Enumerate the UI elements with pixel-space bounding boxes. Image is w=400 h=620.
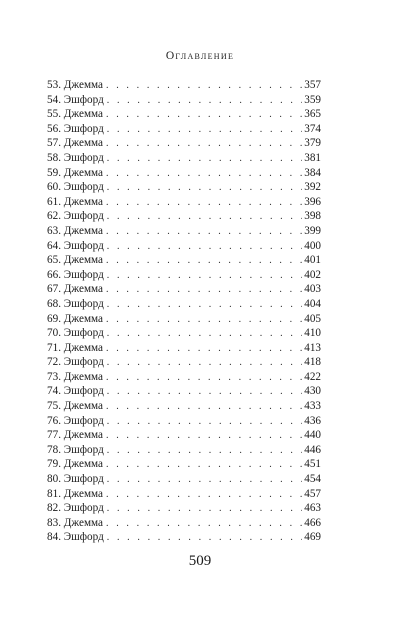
chapter-page-number: 396 <box>304 195 321 208</box>
toc-entry <box>47 297 321 312</box>
toc-entry <box>47 457 321 472</box>
toc-entry <box>47 268 321 283</box>
chapter-title: 70. Эшфорд <box>47 327 104 340</box>
toc-entry <box>47 414 321 429</box>
chapter-page-number: 457 <box>304 487 321 500</box>
dot-leader <box>106 313 302 328</box>
toc-entry <box>47 370 321 385</box>
chapter-page-number: 398 <box>304 210 321 223</box>
chapter-page-number: 402 <box>304 268 321 281</box>
dot-leader <box>106 225 302 240</box>
dot-leader <box>107 210 302 225</box>
dot-leader <box>107 269 302 284</box>
chapter-page-number: 404 <box>304 297 321 310</box>
chapter-title: 65. Джемма <box>47 254 104 267</box>
dot-leader <box>107 298 302 313</box>
chapter-title: 73. Джемма <box>47 370 104 383</box>
dot-leader <box>106 196 302 211</box>
dot-leader <box>107 240 302 255</box>
chapter-title: 67. Джемма <box>47 283 104 296</box>
chapter-page-number: 422 <box>304 370 321 383</box>
dot-leader <box>106 400 302 415</box>
toc-entry <box>47 93 321 108</box>
chapter-title: 54. Эшфорд <box>47 93 104 106</box>
chapter-page-number: 451 <box>304 458 321 471</box>
toc-entry <box>47 239 321 254</box>
toc-entry <box>47 443 321 458</box>
chapter-page-number: 430 <box>304 385 321 398</box>
chapter-title: 57. Джемма <box>47 137 104 150</box>
chapter-title: 58. Эшфорд <box>47 151 104 164</box>
chapter-title: 77. Джемма <box>47 429 104 442</box>
chapter-page-number: 401 <box>304 254 321 267</box>
chapter-title: 56. Эшфорд <box>47 122 104 135</box>
chapter-page-number: 440 <box>304 429 321 442</box>
chapter-page-number: 413 <box>304 341 321 354</box>
chapter-title: 75. Джемма <box>47 400 104 413</box>
dot-leader <box>106 517 302 532</box>
toc-entry <box>47 195 321 210</box>
chapter-title: 68. Эшфорд <box>47 297 104 310</box>
chapter-page-number: 381 <box>304 151 321 164</box>
dot-leader <box>106 458 302 473</box>
chapter-page-number: 384 <box>304 166 321 179</box>
dot-leader <box>107 181 302 196</box>
chapter-page-number: 469 <box>304 531 321 544</box>
toc-entry <box>47 399 321 414</box>
toc-entry <box>47 428 321 443</box>
toc-entry <box>47 355 321 370</box>
chapter-title: 63. Джемма <box>47 224 104 237</box>
toc-entry <box>47 326 321 341</box>
dot-leader <box>106 342 302 357</box>
dot-leader <box>107 327 302 342</box>
toc-entry <box>47 501 321 516</box>
dot-leader <box>106 488 302 503</box>
chapter-title: 62. Эшфорд <box>47 210 104 223</box>
page-number: 509 <box>188 553 212 569</box>
dot-leader <box>107 473 302 488</box>
dot-leader <box>107 152 302 167</box>
dot-leader <box>107 415 302 430</box>
table-of-contents <box>47 78 321 545</box>
chapter-title: 84. Эшфорд <box>47 531 104 544</box>
chapter-title: 60. Эшфорд <box>47 181 104 194</box>
chapter-title: 61. Джемма <box>47 195 104 208</box>
chapter-title: 66. Эшфорд <box>47 268 104 281</box>
toc-entry <box>47 209 321 224</box>
chapter-title: 71. Джемма <box>47 341 104 354</box>
chapter-title: 64. Эшфорд <box>47 239 104 252</box>
chapter-page-number: 418 <box>304 356 321 369</box>
chapter-page-number: 374 <box>304 122 321 135</box>
chapter-page-number: 410 <box>304 327 321 340</box>
dot-leader <box>106 108 302 123</box>
chapter-page-number: 433 <box>304 400 321 413</box>
chapter-page-number: 466 <box>304 516 321 529</box>
chapter-page-number: 399 <box>304 224 321 237</box>
running-header: Оглавление <box>165 50 235 62</box>
chapter-page-number: 454 <box>304 473 321 486</box>
toc-entry <box>47 107 321 122</box>
chapter-page-number: 405 <box>304 312 321 325</box>
dot-leader <box>107 356 302 371</box>
dot-leader <box>106 137 302 152</box>
toc-entry <box>47 136 321 151</box>
dot-leader <box>106 254 302 269</box>
chapter-page-number: 400 <box>304 239 321 252</box>
chapter-title: 74. Эшфорд <box>47 385 104 398</box>
dot-leader <box>106 79 302 94</box>
toc-entry <box>47 384 321 399</box>
toc-entry <box>47 253 321 268</box>
toc-entry <box>47 530 321 545</box>
chapter-page-number: 436 <box>304 414 321 427</box>
dot-leader <box>107 444 302 459</box>
toc-entry <box>47 312 321 327</box>
dot-leader <box>107 385 302 400</box>
chapter-page-number: 446 <box>304 443 321 456</box>
chapter-title: 79. Джемма <box>47 458 104 471</box>
dot-leader <box>106 167 302 182</box>
chapter-page-number: 365 <box>304 108 321 121</box>
dot-leader <box>106 371 302 386</box>
chapter-title: 83. Джемма <box>47 516 104 529</box>
chapter-title: 72. Эшфорд <box>47 356 104 369</box>
chapter-page-number: 379 <box>304 137 321 150</box>
chapter-title: 76. Эшфорд <box>47 414 104 427</box>
chapter-title: 78. Эшфорд <box>47 443 104 456</box>
chapter-title: 80. Эшфорд <box>47 473 104 486</box>
toc-entry <box>47 224 321 239</box>
chapter-page-number: 463 <box>304 502 321 515</box>
toc-entry <box>47 487 321 502</box>
chapter-page-number: 359 <box>304 93 321 106</box>
chapter-title: 59. Джемма <box>47 166 104 179</box>
toc-entry <box>47 472 321 487</box>
dot-leader <box>107 94 302 109</box>
toc-entry <box>47 516 321 531</box>
dot-leader <box>107 502 302 517</box>
dot-leader <box>107 123 302 138</box>
chapter-title: 53. Джемма <box>47 79 104 91</box>
chapter-title: 55. Джемма <box>47 108 104 121</box>
toc-entry <box>47 122 321 137</box>
chapter-page-number: 392 <box>304 181 321 194</box>
chapter-title: 69. Джемма <box>47 312 104 325</box>
toc-entry <box>47 151 321 166</box>
toc-entry <box>47 166 321 181</box>
toc-entry <box>47 180 321 195</box>
toc-entry <box>47 78 321 93</box>
chapter-page-number: 357 <box>304 79 321 91</box>
dot-leader <box>106 283 302 298</box>
toc-entry <box>47 341 321 356</box>
chapter-page-number: 403 <box>304 283 321 296</box>
dot-leader <box>107 531 302 546</box>
toc-entry <box>47 282 321 297</box>
chapter-title: 81. Джемма <box>47 487 104 500</box>
chapter-title: 82. Эшфорд <box>47 502 104 515</box>
dot-leader <box>106 429 302 444</box>
